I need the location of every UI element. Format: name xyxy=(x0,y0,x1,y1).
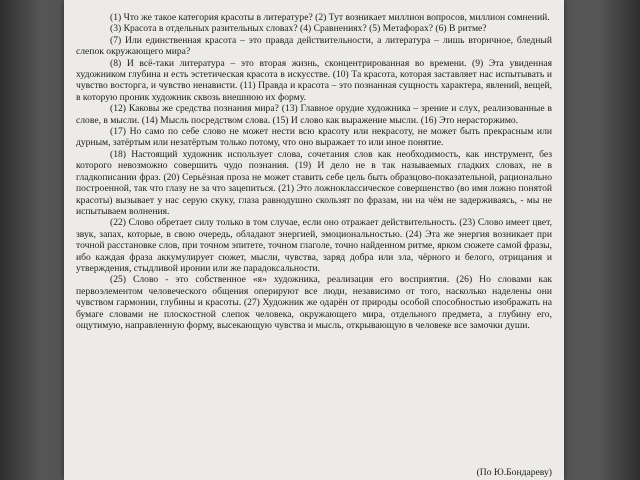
paragraph: (22) Слово обретает силу только в том случае, если оно отражает действительность. (23) Слово имеет цвет, звук, запах, которые, в свою очередь, обладают энергией, эмоциональностью. (24) Эта же энергия возникает при точной расстановке слов, при точном эпитете, точном глаголе, точно найденном ритме, ярком сюжете самой фразы, ибо каждая фраза аккумулирует сюжет, мысли, чувства, заряд добра или зла, чёрного и белого, отрицания и утверждения, стыдливой иронии или же парадоксальности. xyxy=(76,217,552,274)
paragraph: (1) Что же такое категория красоты в литературе? (2) Тут возникает миллион вопросов, миллион сомнений. xyxy=(110,12,550,23)
document-body xyxy=(76,12,552,331)
document-page xyxy=(64,0,564,480)
paragraph: (8) И всё-таки литература – это вторая жизнь, сконцентрированная во времени. (9) Эта увиденная художником глубина и есть эстетическая красота в искусстве. (10) Та красота, которая заставляет нас испытывать и чувство восторга, и чувство ненависти. (11) Правда и красота – это познанная сущность характера, явлений, вещей, в которую проник художник сквозь внешнюю их форму. xyxy=(76,57,552,103)
author-attribution: (По Ю.Бондареву) xyxy=(476,467,552,478)
paragraph: (18) Настоящий художник использует слова, сочетания слов как необходимость, как инструмент, без которого невозможно совершить чудо познания. (19) И дело не в так называемых гладких словах, не в гладкописании фраз. (20) Серьёзная проза не может ставить себе цель быть образцово-показательной, рационально построенной, так что глазу не за что зацепиться. (21) Это ложноклассическое совершенство (во имя ложно понятой красоты) вызывает у нас серую скуку, глаза равнодушно скользят по фразам, ни на чём не задерживаясь, - мы не испытываем волнения. xyxy=(76,148,552,217)
paragraph: (17) Но само по себе слово не может нести всю красоту или некрасоту, не может быть прекрасным или дурным, затёртым или незатёртым только потому, что оно выражает то или иное понятие. xyxy=(76,126,552,149)
paragraph: (3) Красота в отдельных разительных словах? (4) Сравнениях? (5) Метафорах? (6) В ритме? xyxy=(110,23,487,35)
paragraph: (7) Или единственная красота – это правда действительности, а литература – лишь вторичное, бледный слепок окружающего мира? xyxy=(76,34,552,58)
paragraph: (25) Слово - это собственное «я» художника, реализация его восприятия. (26) Но словами как первоэлементом человеческого общения оперируют все люди, независимо от того, насколько наделены они чувством гармонии, глубины и красоты. (27) Художник же одарён от природы особой способностью изображать на бумаге словами не плоскостной слепок человека, окружающего мира, отдельного предмета, а глубину его, ощутимую, направленную форму, высекающую чувства и мысль, открывающую в человеке все замочки души. xyxy=(76,274,552,331)
paragraph: (12) Каковы же средства познания мира? (13) Главное орудие художника – зрение и слух, реализованные в слове, в мысли. (14) Мысль посредством слова. (15) И слово как выражение мысли. (16) Это нерасторжимо. xyxy=(76,103,552,126)
